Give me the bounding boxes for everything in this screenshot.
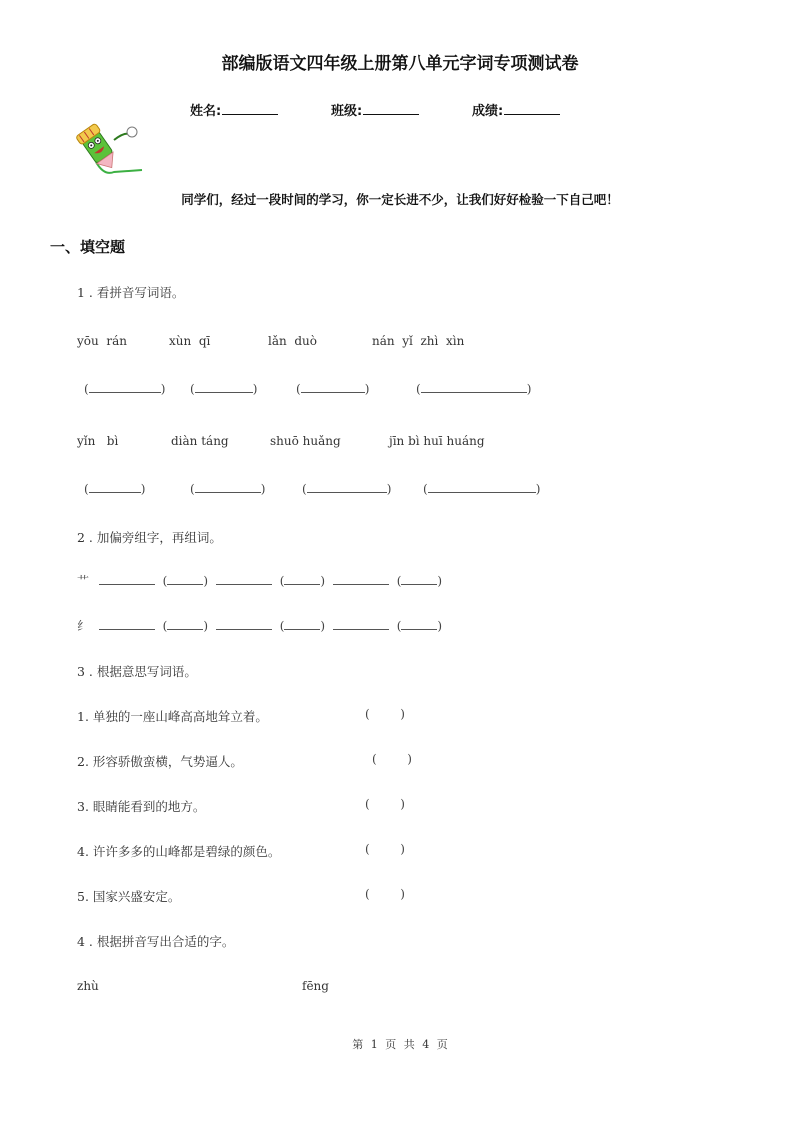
section-title: 一、填空题 [50, 238, 126, 256]
pinyin-item: diàn táng [171, 434, 229, 448]
char-blank[interactable] [333, 619, 389, 630]
word-blank[interactable]: ( ) [279, 619, 326, 633]
page-number: 第 1 页 共 4 页 [352, 1038, 448, 1051]
answer-blank[interactable]: ( ) [190, 382, 258, 396]
score-field[interactable] [472, 100, 560, 119]
class-field[interactable] [331, 100, 419, 119]
char-blank[interactable] [333, 574, 389, 585]
answer-blank[interactable]: ( ) [296, 382, 370, 396]
class-label: 班级: [331, 104, 363, 119]
page-title: 部编版语文四年级上册第八单元字词专项测试卷 [221, 54, 579, 74]
answer-paren[interactable]: ( ) [365, 707, 405, 721]
pinyin-item: zhù [77, 979, 99, 993]
pinyin-item: yōu rán [77, 334, 127, 348]
char-blank[interactable] [216, 619, 272, 630]
radical-label: 纟 [77, 619, 90, 633]
question-3-prompt: 3 . 根据意思写词语。 [77, 664, 197, 679]
definition-item: 5. 国家兴盛安定。 [77, 889, 181, 904]
name-blank[interactable] [222, 102, 278, 115]
answer-paren[interactable]: ( ) [365, 887, 405, 901]
pinyin-item: fēng [302, 979, 329, 993]
word-blank[interactable]: ( ) [396, 619, 443, 633]
radical-row-2 [77, 617, 442, 634]
answer-blank[interactable]: ( ) [423, 482, 541, 496]
word-blank[interactable]: ( ) [162, 619, 209, 633]
definition-item: 3. 眼睛能看到的地方。 [77, 799, 206, 814]
definition-item: 1. 单独的一座山峰高高地耸立着。 [77, 709, 268, 724]
answer-blank[interactable]: ( ) [84, 482, 146, 496]
radical-row-1 [77, 572, 442, 589]
answer-blank[interactable]: ( ) [84, 382, 166, 396]
answer-paren[interactable]: ( ) [365, 842, 405, 856]
pinyin-item: xùn qī [169, 334, 211, 348]
char-blank[interactable] [99, 574, 155, 585]
word-blank[interactable]: ( ) [162, 574, 209, 588]
pinyin-item: jīn bì huī huáng [389, 434, 485, 448]
score-blank[interactable] [504, 102, 560, 115]
pinyin-item: nán yǐ zhì xìn [372, 334, 465, 348]
name-label: 姓名: [190, 104, 222, 119]
pinyin-item: yǐn bì [77, 434, 119, 448]
char-blank[interactable] [216, 574, 272, 585]
answer-blank[interactable]: ( ) [190, 482, 266, 496]
pencil-mascot-icon [74, 120, 146, 180]
word-blank[interactable]: ( ) [279, 574, 326, 588]
name-field[interactable] [190, 100, 278, 119]
question-4-prompt: 4 . 根据拼音写出合适的字。 [77, 934, 235, 949]
score-label: 成绩: [472, 104, 504, 119]
answer-paren[interactable]: ( ) [372, 752, 412, 766]
question-1-prompt: 1 . 看拼音写词语。 [77, 285, 185, 300]
answer-paren[interactable]: ( ) [365, 797, 405, 811]
pinyin-item: shuō huǎng [270, 434, 341, 448]
word-blank[interactable]: ( ) [396, 574, 443, 588]
char-blank[interactable] [99, 619, 155, 630]
answer-blank[interactable]: ( ) [416, 382, 532, 396]
class-blank[interactable] [363, 102, 419, 115]
question-2-prompt: 2 . 加偏旁组字，再组词。 [77, 530, 222, 545]
encouragement-text: 同学们，经过一段时间的学习，你一定长进不少，让我们好好检验一下自己吧！ [181, 192, 619, 207]
definition-item: 2. 形容骄傲蛮横，气势逼人。 [77, 754, 243, 769]
radical-label: 艹 [77, 574, 90, 588]
answer-blank[interactable]: ( ) [302, 482, 392, 496]
pinyin-item: lǎn duò [268, 334, 317, 348]
definition-item: 4. 许许多多的山峰都是碧绿的颜色。 [77, 844, 281, 859]
